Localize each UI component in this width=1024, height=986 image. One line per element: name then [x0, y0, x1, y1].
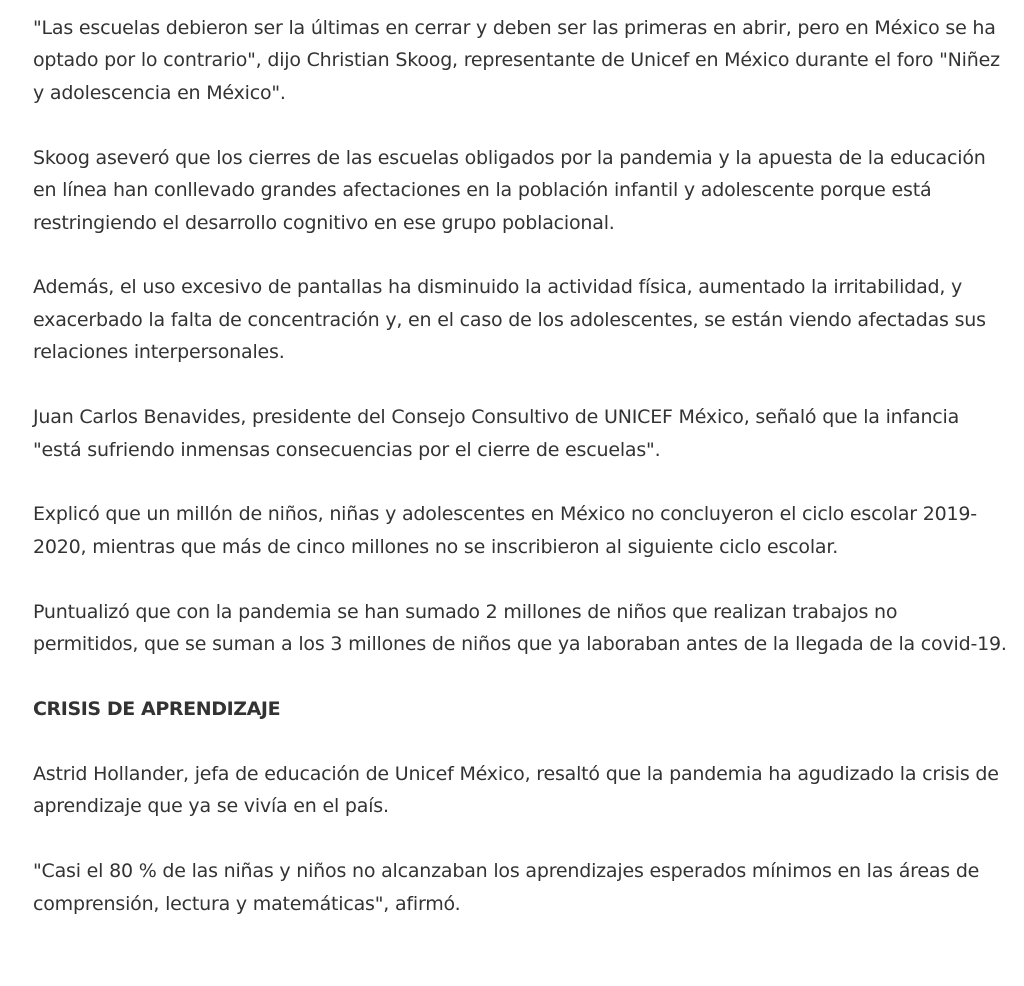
paragraph-dropout: Explicó que un millón de niños, niñas y adolescentes en México no concluyeron el ciclo escolar 2019-2020, mientras que más de cinco millones no se inscribieron al siguiente ciclo escolar.: [33, 503, 977, 558]
section-heading: CRISIS DE APRENDIZAJE: [33, 698, 281, 721]
article-body: [33, 12, 1008, 953]
paragraph-benavides: Juan Carlos Benavides, presidente del Consejo Consultivo de UNICEF México, señaló que la infancia "está sufriendo inmensas consecuencias por el cierre de escuelas".: [33, 406, 960, 461]
paragraph-hollander: Astrid Hollander, jefa de educación de Unicef México, resaltó que la pandemia ha agudizado la crisis de aprendizaje que ya se vivía en el país.: [33, 763, 999, 818]
paragraph-school-closures: Skoog aseveró que los cierres de las escuelas obligados por la pandemia y la apuesta de la educación en línea han conllevado grandes afectaciones en la población infantil y adolescente porque está restringiendo el desarrollo cognitivo en ese grupo poblacional.: [33, 146, 986, 234]
paragraph-skoog-quote: "Las escuelas debieron ser la últimas en cerrar y deben ser las primeras en abrir, pero en México se ha optado por lo contrario", dijo Christian Skoog, representante de Unicef en México durante el foro "Niñez y adolescencia en México".: [33, 17, 1000, 104]
paragraph-screen-use: Además, el uso excesivo de pantallas ha disminuido la actividad física, aumentado la irritabilidad, y exacerbado la falta de concentración y, en el caso de los adolescentes, se están viendo afectadas sus relaciones interpersonales.: [33, 276, 986, 364]
paragraph-child-labor: Puntualizó que con la pandemia se han sumado 2 millones de niños que realizan trabajos no permitidos, que se suman a los 3 millones de niños que ya laboraban antes de la llegada de la covid-19.: [33, 600, 1007, 656]
paragraph-learning-quote: "Casi el 80 % de las niñas y niños no alcanzaban los aprendizajes esperados mínimos en las áreas de comprensión, lectura y matemáticas", afirmó.: [33, 860, 980, 915]
